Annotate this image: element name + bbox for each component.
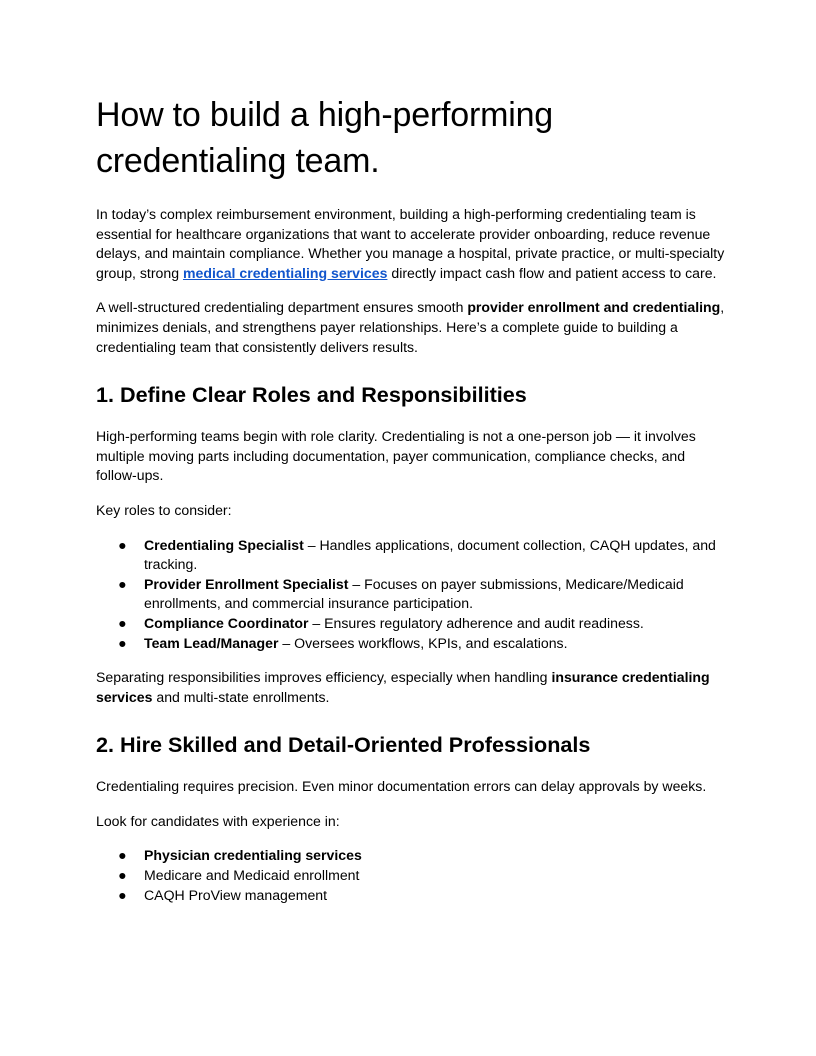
intro-paragraph-1 (96, 205, 726, 283)
section-2-bullet-list (96, 846, 726, 905)
section-1-p3-text-before: Separating responsibilities improves efficiency, especially when handling (96, 669, 552, 686)
section-2-paragraph-1: Credentialing requires precision. Even minor documentation errors can delay approvals by weeks. (96, 778, 707, 795)
list-item (96, 614, 726, 634)
section-2-paragraph-2: Look for candidates with experience in: (96, 812, 340, 829)
section-1-heading: 1. Define Clear Roles and Responsibilities (96, 382, 527, 408)
intro-p2-text-before: A well-structured credentialing department ensures smooth (96, 299, 468, 316)
list-item (96, 575, 726, 614)
intro-p2-bold: provider enrollment and credentialing (467, 299, 721, 316)
section-1-p3-text-after: and multi-state enrollments. (152, 688, 330, 705)
section-1-p3-bold: insurance credentialing services (96, 669, 710, 705)
title-line-1: How to build a high-performing (96, 96, 554, 134)
list-item-bold: Credentialing Specialist (144, 536, 304, 553)
medical-credentialing-services-link[interactable]: medical credentialing services (182, 264, 388, 281)
intro-paragraph-2 (96, 298, 726, 357)
list-item (96, 634, 726, 654)
section-1-paragraph-1: High-performing teams begin with role clarity. Credentialing is not a one-person job — it involves multiple moving parts including documentation, payer communication, compliance checks, and follow-ups. (96, 428, 696, 484)
section-2-heading: 2. Hire Skilled and Detail-Oriented Professionals (96, 732, 591, 758)
list-item-bold: Physician credentialing services (144, 847, 362, 864)
list-item (96, 536, 726, 575)
bullet-icon: ● (118, 614, 127, 631)
bullet-icon: ● (118, 575, 127, 592)
list-item-bold: Provider Enrollment Specialist (144, 575, 349, 592)
document-page (96, 92, 726, 905)
bullet-icon: ● (118, 867, 127, 884)
list-item-text: – Oversees workflows, KPIs, and escalations. (278, 634, 568, 651)
list-item (96, 866, 726, 886)
list-item-text: – Handles applications, document collection, CAQH updates, and tracking. (144, 536, 716, 573)
page-title (96, 92, 726, 184)
list-item-text: – Focuses on payer submissions, Medicare/Medicaid enrollments, and commercial insurance participation. (144, 575, 684, 612)
list-item-bold: Compliance Coordinator (144, 614, 309, 631)
list-item (96, 886, 726, 906)
intro-p1-text-before: In today’s complex reimbursement environment, building a high-performing credentialing team is essential for healthcare organizations that want to accelerate provider onboarding, reduce revenue delays, and maintain compliance. Whether you manage a hospital, private practice, or multi-specialty group, strong (96, 206, 725, 281)
list-item (96, 846, 726, 866)
section-1-paragraph-2: Key roles to consider: (96, 501, 232, 518)
bullet-icon: ● (118, 847, 127, 864)
section-1-paragraph-3 (96, 668, 726, 707)
title-line-2: credentialing team. (96, 142, 380, 180)
list-item-text: – Ensures regulatory adherence and audit readiness. (308, 614, 644, 631)
bullet-icon: ● (118, 634, 127, 651)
list-item-text: CAQH ProView management (144, 886, 328, 903)
bullet-icon: ● (118, 886, 127, 903)
bullet-icon: ● (118, 536, 127, 553)
section-1-bullet-list (96, 536, 726, 654)
intro-p2-text-after: , minimizes denials, and strengthens payer relationships. Here’s a complete guide to building a credentialing team that consistently delivers results. (96, 299, 725, 355)
list-item-text: Medicare and Medicaid enrollment (144, 867, 360, 884)
intro-p1-text-after: directly impact cash flow and patient access to care. (387, 264, 717, 281)
list-item-bold: Team Lead/Manager (144, 634, 279, 651)
